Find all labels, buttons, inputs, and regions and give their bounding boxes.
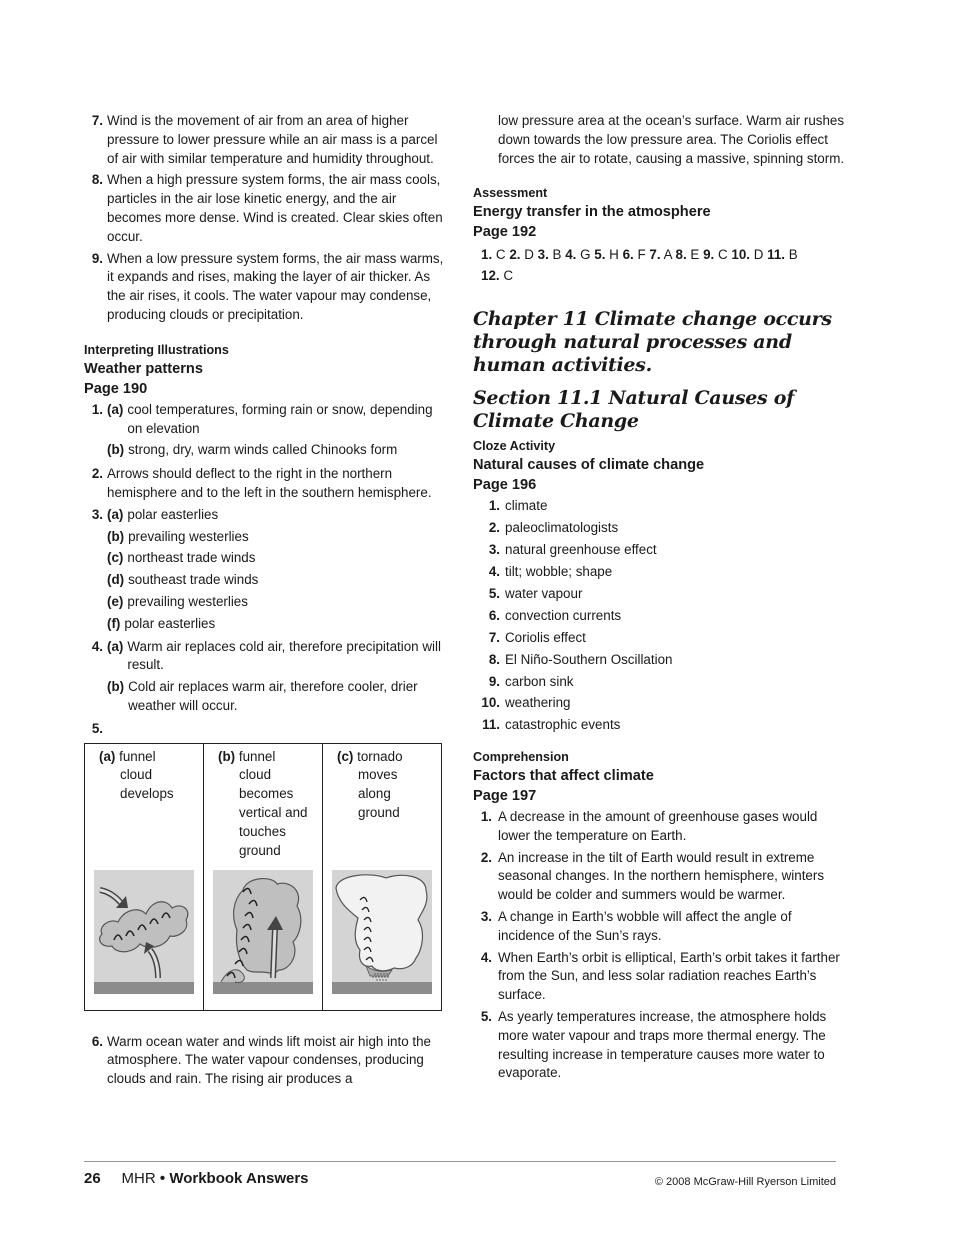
list-item: 1. A decrease in the amount of greenhouse gases would lower the temperature on Earth. — [480, 809, 818, 843]
list-item: 3. A change in Earth’s wobble will affect the angle of incidence of the Sun’s rays. — [480, 909, 792, 943]
question-6: 6. Warm ocean water and winds lift moist air high into the atmosphere. The water vapour condenses, producing clouds and rain. The rising air produces a — [91, 1033, 431, 1087]
list-item: 8. El Niño-Southern Oscillation — [488, 651, 673, 667]
book-title: Workbook Answers — [169, 1170, 309, 1187]
chapter-title: Chapter 11 Climate change occurs through natural processes and human activities. — [473, 308, 832, 377]
sub-answer: (e) prevailing westerlies — [107, 593, 248, 609]
sub-answer: (a) cool temperatures, forming rain or snow, depending on elevation — [107, 401, 433, 436]
answer-key: 1. C 2. D 3. B 4. G 5. H 6. F 7. A 8. E 9. C 10. D 11. B 12. C — [481, 247, 798, 284]
cloze-title: Natural causes of climate change — [473, 457, 705, 474]
tornado-moves-along-ground-image — [332, 870, 432, 994]
cloze-list — [473, 497, 845, 735]
sub-answer: (a) polar easterlies — [107, 506, 219, 522]
question-3: 3. (a) polar easterlies (b) prevailing westerlies (c) northeast trade winds (d) southeast trade winds (e) prevailing westerlies (f) polar easterlies — [84, 506, 446, 637]
question-6-continued: low pressure area at the ocean’s surface. Warm air rushes down towards the low pressure area. The Coriolis effect forces the air to rotate, causing a massive, spinning storm. — [498, 113, 845, 166]
section-heading: Section 11.1 Natural Causes of Climate Change — [473, 387, 794, 433]
cloze-kicker: Cloze Activity — [473, 439, 556, 454]
section-kicker: Interpreting Illustrations — [84, 342, 229, 357]
tornado-figure — [84, 743, 442, 1011]
figure-panel-b: (b) funnel cloud becomes vertical and touches ground — [204, 744, 323, 1010]
left-column — [84, 112, 446, 1092]
comprehension-page: Page 197 — [473, 788, 537, 805]
question-4: 4. (a) Warm air replaces cold air, therefore precipitation will result. (b) Cold air replaces warm air, therefore cooler, drier weather will occur. — [84, 638, 446, 719]
assessment-page: Page 192 — [473, 224, 537, 241]
cloze-page: Page 196 — [473, 477, 537, 494]
sub-answer: (b) prevailing westerlies — [107, 528, 249, 544]
question-5: 5. — [91, 720, 103, 736]
list-item: 2. paleoclimatologists — [488, 520, 619, 536]
list-item: 4. When Earth’s orbit is elliptical, Earth’s orbit takes it farther from the Sun, and less solar radiation reaches Earth’s surface. — [480, 949, 840, 1003]
list-item: 7. Coriolis effect — [488, 629, 586, 645]
list-item: 2. An increase in the tilt of Earth would result in extreme seasonal changes. In the northern hemisphere, winters would be colder and summers would be warmer. — [480, 849, 825, 903]
sub-answer: (c) northeast trade winds — [107, 550, 256, 566]
assessment-kicker: Assessment — [473, 186, 548, 201]
figure-panel-c: (c) tornado moves along ground — [323, 744, 441, 1010]
list-item: 5. water vapour — [488, 585, 583, 601]
sub-answer: (b) strong, dry, warm winds called Chinooks form — [107, 442, 398, 458]
list-item: 10. weathering — [481, 695, 571, 711]
sub-answer: (b) Cold air replaces warm air, therefore cooler, drier weather will occur. — [107, 679, 418, 713]
section-page: Page 190 — [84, 380, 148, 397]
list-item: 4. tilt; wobble; shape — [488, 564, 613, 580]
page-number: 26 — [84, 1170, 101, 1187]
list-item: 6. convection currents — [488, 607, 622, 623]
list-item: 9. When a low pressure system forms, the air mass warms, it expands and rises, making the layer of air thicker. As the air rises, it cools. The water vapour may condense, producing clouds or precipitation. — [91, 250, 444, 322]
funnel-cloud-develops-image — [94, 870, 194, 994]
comprehension-title: Factors that affect climate — [473, 768, 654, 785]
sub-answer: (d) southeast trade winds — [107, 572, 259, 588]
list-item: 3. natural greenhouse effect — [488, 542, 657, 558]
funnel-cloud-touches-ground-image — [213, 870, 313, 994]
list-item: 8. When a high pressure system forms, the air mass cools, particles in the air lose kinetic energy, and the air becomes more dense. Wind is created. Clear skies often occur. — [91, 172, 443, 244]
page-footer — [84, 1161, 836, 1188]
figure-panel-a: (a) funnel cloud develops — [85, 744, 204, 1010]
comprehension-list — [473, 808, 845, 1083]
list-item: 7. Wind is the movement of air from an area of higher pressure to lower pressure while an air mass is a parcel of air with similar temperature and humidity throughout. — [91, 113, 438, 166]
list-item: 11. catastrophic events — [482, 717, 621, 733]
copyright: © 2008 McGraw-Hill Ryerson Limited — [654, 1176, 836, 1188]
question-1: 1. (a) cool temperatures, forming rain or snow, depending on elevation (b) strong, dry, warm winds called Chinooks form — [84, 401, 446, 463]
section-title: Weather patterns — [84, 360, 203, 377]
question-2: 2. Arrows should deflect to the right in the northern hemisphere and to the left in the southern hemisphere. — [91, 466, 432, 500]
comprehension-kicker: Comprehension — [473, 750, 569, 765]
list-item: 9. carbon sink — [488, 673, 574, 689]
publisher: MHR — [121, 1170, 156, 1187]
list-item: 1. climate — [488, 498, 548, 514]
sub-answer: (f) polar easterlies — [107, 615, 216, 631]
bullet: • — [159, 1170, 166, 1187]
list-item: 5. As yearly temperatures increase, the atmosphere holds more water vapour and traps more thermal energy. The resulting increase in temperature causes more water to evaporate. — [480, 1009, 827, 1081]
assessment-title: Energy transfer in the atmosphere — [473, 204, 711, 221]
right-column — [473, 112, 845, 1086]
sub-answer: (a) Warm air replaces cold air, therefore precipitation will result. — [107, 638, 441, 673]
